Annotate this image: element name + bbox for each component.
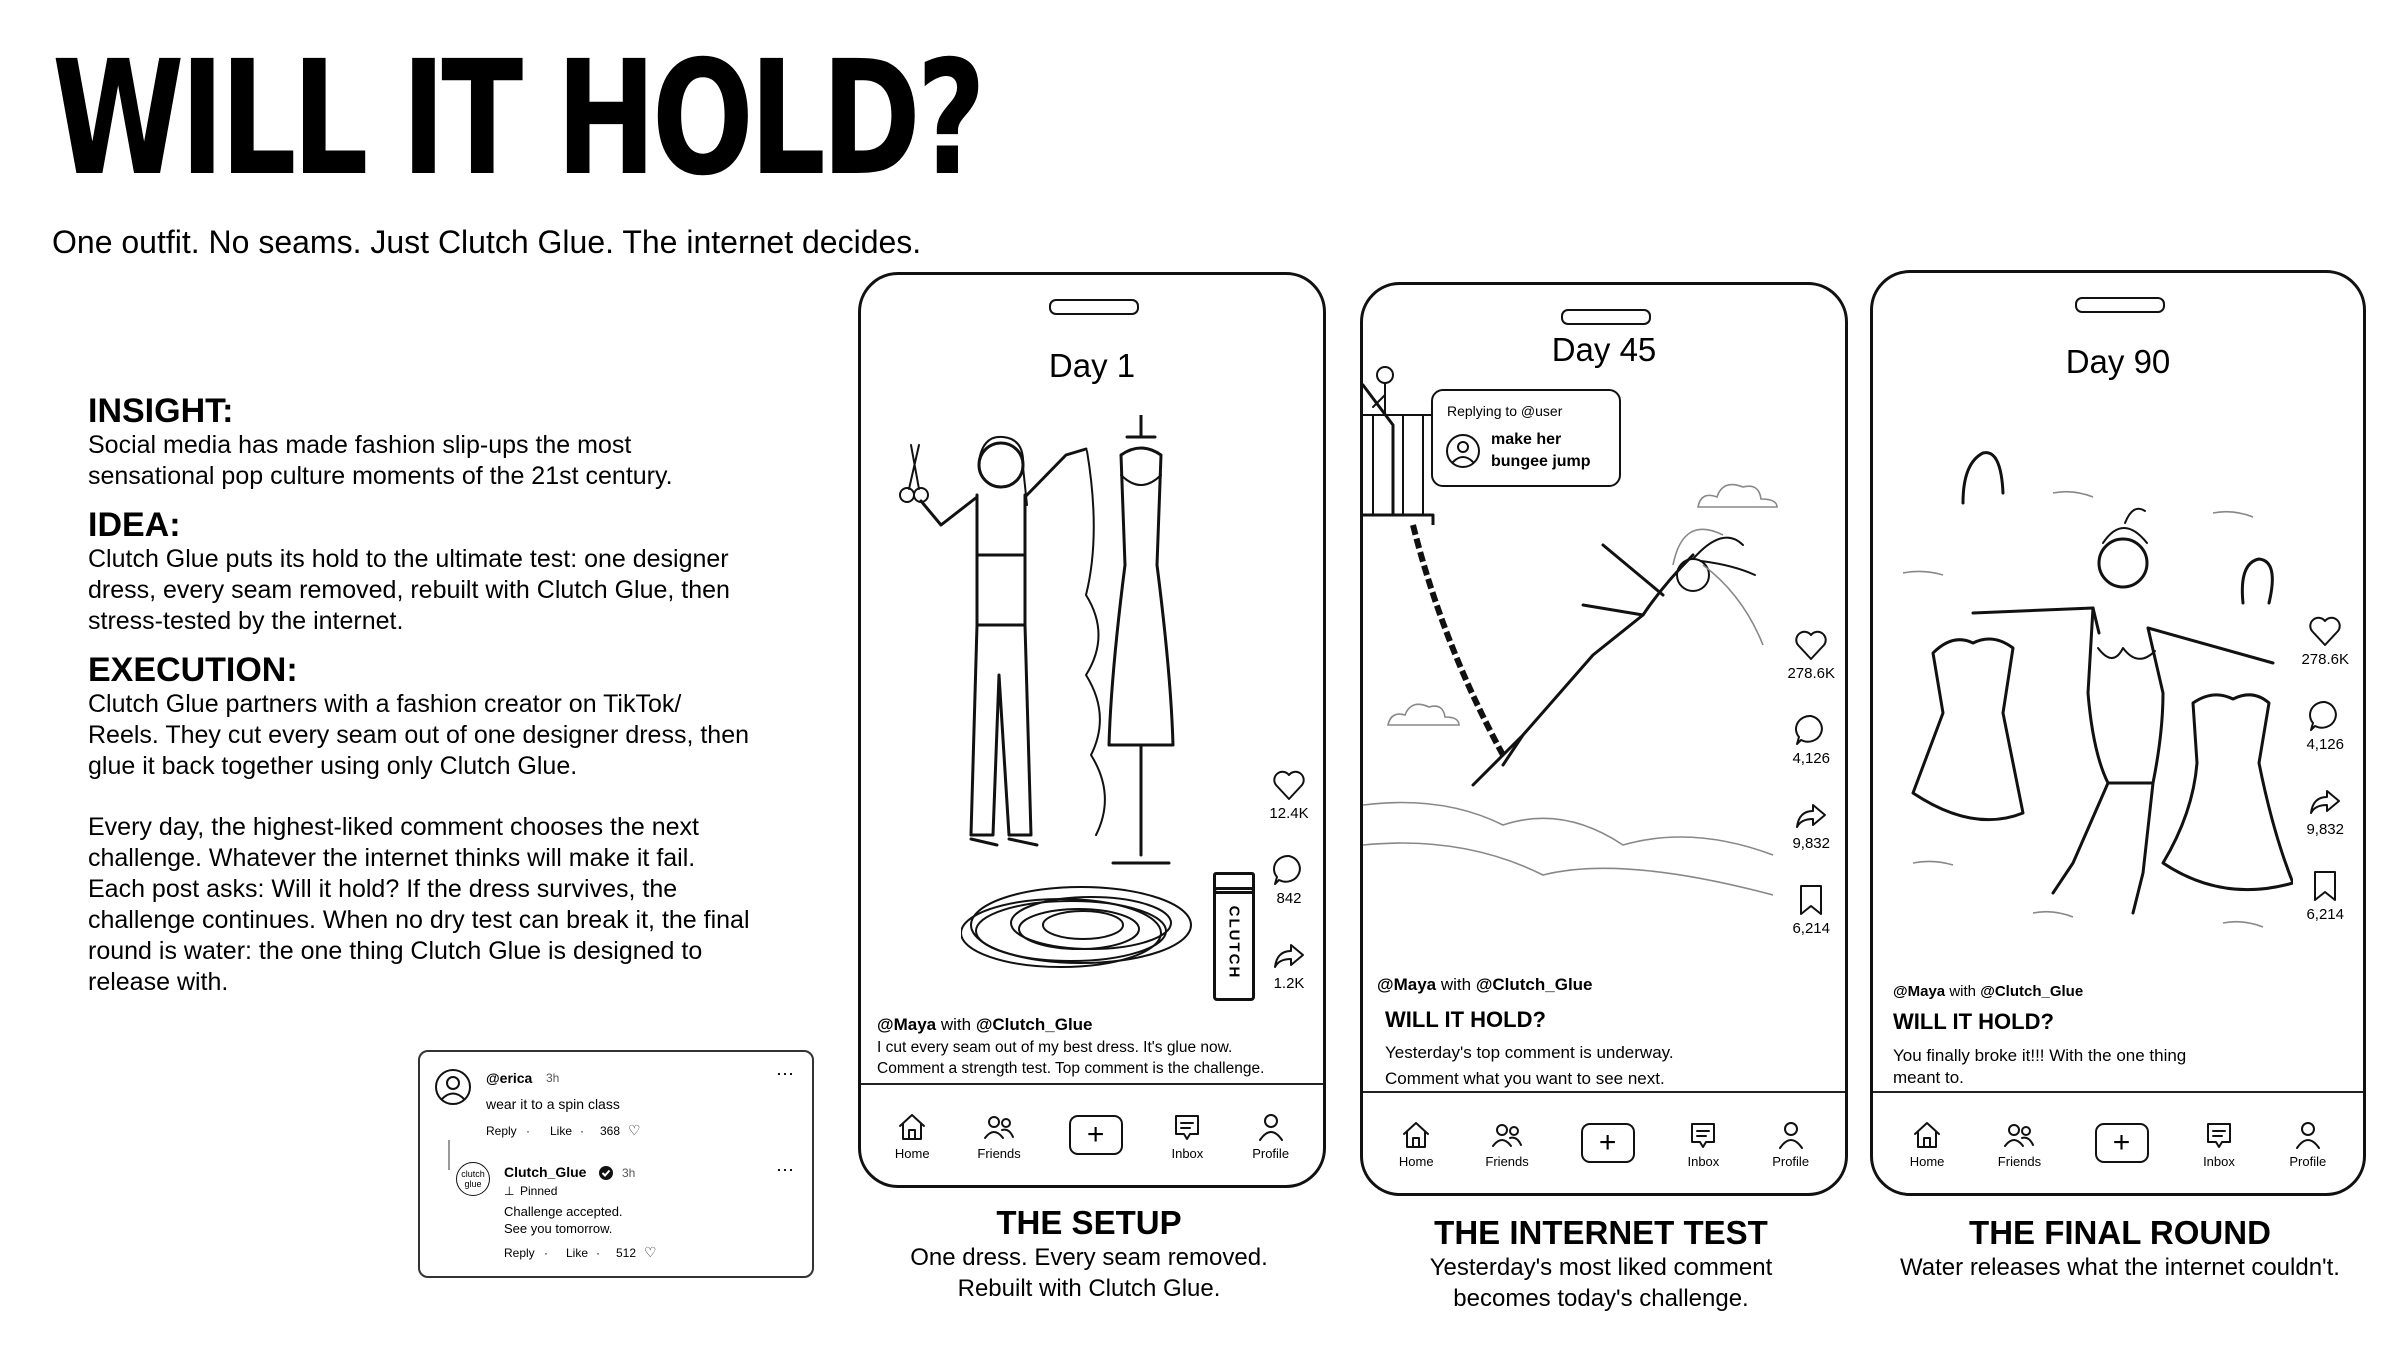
glue-tube [1213,887,1255,1001]
with-label: with [1440,975,1472,994]
reply-link[interactable]: Reply [504,1246,535,1260]
label-title: THE SETUP [996,1204,1182,1241]
floating-woman-illustration [1893,393,2293,953]
plus-icon: + [2095,1123,2149,1163]
inbox-icon [1686,1118,1720,1152]
nav-profile[interactable]: Profile [1252,1110,1289,1161]
like-link[interactable]: Like [566,1246,589,1260]
setup-label [858,1204,1320,1304]
plus-icon: + [1069,1115,1123,1155]
brand-reply-line2: See you tomorrow. [504,1221,613,1236]
comment-thread-card: @erica 3h ⋯ wear it to a spin class Reply · Like · 368 ♡ clutch glue Clutch_Glue 3h ⋯ ⊥ Pinned Challenge accepted. See you tomorrow. Reply · Like · 512 ♡ [418,1050,814,1278]
idea-heading: IDEA: [88,506,181,544]
nav-create[interactable] [1069,1115,1123,1155]
label-sub1: Water releases what the internet couldn't. [1900,1254,2340,1281]
heart-icon[interactable]: ♡ [644,1244,657,1260]
cloud-icon [1693,475,1783,515]
save-count: 6,214 [1792,920,1830,937]
home-icon [1910,1118,1944,1152]
creator-handle[interactable]: @Maya [1893,983,1946,1000]
share-count: 9,832 [2306,821,2344,838]
nav-profile[interactable]: Profile [2289,1118,2326,1169]
more-icon[interactable]: ⋯ [776,1064,794,1084]
friends-icon [1490,1118,1524,1152]
profile-icon [2291,1118,2325,1152]
user-avatar-icon [434,1068,472,1106]
creator-handle[interactable]: @Maya [1377,975,1437,994]
final-round-label [1860,1214,2380,1283]
cloud-icon [1383,695,1463,731]
save-count: 6,214 [2306,906,2344,923]
profile-icon [1774,1118,1808,1152]
bottom-nav [1873,1091,2363,1193]
nav-home[interactable]: Home [1910,1118,1945,1169]
phone-day-1 [858,272,1326,1188]
caption-line1: Yesterday's top comment is underway. [1385,1043,1674,1062]
insight-body: Social media has made fashion slip-ups the most sensational pop culture moments of the 21st century. [88,431,673,490]
comment-text: wear it to a spin class [486,1096,620,1112]
thread-tangle-illustration [961,875,1211,985]
friends-icon [2002,1118,2036,1152]
page-subtitle: One outfit. No seams. Just Clutch Glue. The internet decides. [52,224,922,260]
pin-icon: ⊥ [504,1184,515,1198]
with-label: with [1949,983,1977,1000]
tube-brand: CLUTCH [1225,905,1243,980]
nav-friends[interactable]: Friends [1485,1118,1528,1169]
bottom-nav [1363,1091,1845,1193]
idea-body: Clutch Glue puts its hold to the ultimate test: one designer dress, every seam removed, rebuilt with Clutch Glue, then stress-tested by the internet. [88,545,730,635]
execution-body: Clutch Glue partners with a fashion creator on TikTok/ Reels. They cut every seam out of one designer dress, then glue it back together using only Clutch Glue. [88,690,750,780]
day-label: Day 90 [2065,343,2171,380]
reply-link[interactable]: Reply [486,1124,517,1138]
brief-text [88,392,758,1012]
bottom-nav [861,1083,1323,1185]
caption-line2: Comment what you want to see next. [1385,1069,1665,1088]
label-sub2: becomes today's challenge. [1453,1285,1749,1312]
challenge-body: Every day, the highest-liked comment chooses the next challenge. Whatever the internet thinks will make it fail. Each post asks: Will it hold? If the dress survives, the challenge continues. When no dry test can break it, the final round is water: the one thing Clutch Glue is designed to release with. [88,813,750,996]
with-label: with [940,1015,972,1034]
action-stack [2301,611,2349,941]
day-label: Day 1 [1048,347,1136,384]
like-count: 278.6K [1787,665,1835,682]
partner-handle[interactable]: @Clutch_Glue [1980,983,2084,1000]
share-count: 9,832 [1792,835,1830,852]
comment-count: 4,126 [2306,736,2344,753]
comment-count: 842 [1276,890,1302,907]
more-icon[interactable]: ⋯ [776,1160,794,1180]
nav-home[interactable]: Home [895,1110,930,1161]
post-title: WILL IT HOLD? [1385,1007,1546,1032]
nav-profile[interactable]: Profile [1772,1118,1809,1169]
brand-time: 3h [622,1166,636,1180]
action-stack [1269,765,1309,1010]
home-icon [895,1110,929,1144]
execution-heading: EXECUTION: [88,651,298,689]
comment-count: 4,126 [1792,750,1830,767]
caption-line2: Comment a strength test. Top comment is the challenge. [877,1060,1265,1077]
label-title: THE FINAL ROUND [1969,1214,2271,1251]
inbox-icon [1170,1110,1204,1144]
like-link[interactable]: Like [550,1124,573,1138]
share-icon[interactable] [2305,781,2345,821]
nav-home[interactable]: Home [1399,1118,1434,1169]
post-title: WILL IT HOLD? [1893,1009,2054,1034]
action-stack [1787,625,1835,955]
home-icon [1399,1118,1433,1152]
bookmark-icon[interactable] [1791,880,1831,920]
reply-bubble [1431,389,1621,487]
label-sub2: Rebuilt with Clutch Glue. [957,1275,1221,1302]
user-avatar-icon [1445,433,1481,469]
bookmark-icon[interactable] [2305,866,2345,906]
comment-time: 3h [546,1071,560,1085]
reply-to-label: Replying to @user [1447,403,1563,419]
phone-day-45 [1360,282,1848,1196]
plus-icon: + [1581,1123,1635,1163]
like-count: 278.6K [2301,651,2349,668]
heart-icon[interactable] [1791,625,1831,665]
share-icon[interactable] [1791,795,1831,835]
nav-inbox[interactable]: Inbox [2202,1118,2236,1169]
like-count: 368 [600,1124,621,1138]
pinned-label: Pinned [520,1184,558,1198]
verified-icon [598,1165,614,1181]
reply-text-line2: bungee jump [1491,453,1591,470]
friends-icon [982,1110,1016,1144]
day-label: Day 45 [1551,331,1657,368]
brand-reply-line1: Challenge accepted. [504,1204,623,1219]
phone-speaker [2075,297,2165,313]
label-sub1: One dress. Every seam removed. [910,1244,1268,1271]
creator-handle[interactable]: @Maya [877,1015,937,1034]
nav-inbox[interactable]: Inbox [1170,1110,1204,1161]
phone-speaker [1561,309,1651,325]
comment-icon[interactable] [2305,696,2345,736]
internet-test-label [1360,1214,1842,1314]
comment-icon[interactable] [1269,850,1309,890]
inbox-icon [2202,1118,2236,1152]
caption-line1: You finally broke it!!! With the one thing [1893,1046,2187,1065]
label-title: THE INTERNET TEST [1434,1214,1768,1251]
heart-icon[interactable]: ♡ [628,1122,641,1138]
like-count: 512 [616,1246,637,1260]
partner-handle[interactable]: @Clutch_Glue [975,1015,1093,1034]
partner-handle[interactable]: @Clutch_Glue [1475,975,1593,994]
share-icon[interactable] [1269,935,1309,975]
insight-heading: INSIGHT: [88,392,234,430]
nav-inbox[interactable]: Inbox [1686,1118,1720,1169]
profile-icon [1254,1110,1288,1144]
label-sub1: Yesterday's most liked comment [1429,1254,1773,1281]
reply-text-line1: make her [1491,431,1562,448]
phone-speaker [1049,299,1139,315]
share-count: 1.2K [1273,975,1305,992]
heart-icon[interactable] [1269,765,1309,805]
brand-user[interactable]: Clutch_Glue [504,1164,587,1180]
comment-icon[interactable] [1791,710,1831,750]
nav-create[interactable] [2095,1123,2149,1163]
comment-user[interactable]: @erica [486,1070,533,1086]
phone-day-90 [1870,270,2366,1196]
page-title: WILL IT HOLD? [52,27,982,211]
like-count: 12.4K [1269,805,1309,822]
heart-icon[interactable] [2305,611,2345,651]
nav-friends[interactable]: Friends [977,1110,1020,1161]
creator-illustration [891,415,1211,885]
nav-create[interactable] [1581,1123,1635,1163]
nav-friends[interactable]: Friends [1998,1118,2041,1169]
caption-line1: I cut every seam out of my best dress. It's glue now. [877,1039,1233,1056]
caption-line2: meant to. [1893,1068,1964,1087]
brand-avatar: clutch glue [456,1162,490,1196]
